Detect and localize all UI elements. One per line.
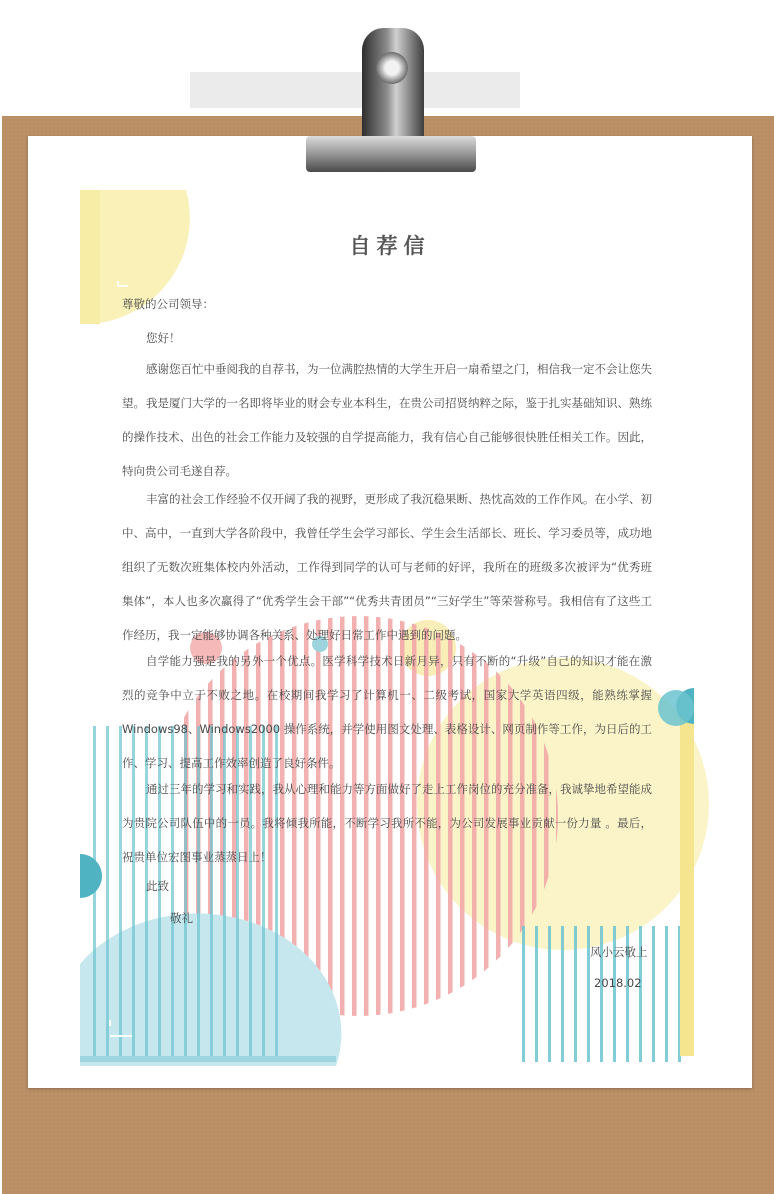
paragraph: 通过三年的学习和实践，我从心理和能力等方面做好了走上工作岗位的充分准备，我诚挚地希望能成为贵院公司队伍中的一员。我将倾我所能，不断学习我所不能，为公司发展事业贡献一份力量 。最后，祝贵单位宏图事业蒸蒸日上！: [122, 782, 652, 864]
signature: 风小云敬上: [590, 945, 648, 959]
closing: 此致: [146, 879, 169, 893]
letter-content: [28, 136, 752, 1088]
salute: 敬礼: [170, 911, 193, 925]
clip-base: [306, 136, 476, 172]
clip-shadow: [190, 72, 520, 108]
letter-paper: [28, 136, 752, 1088]
date: 2018.02: [594, 976, 642, 990]
paragraph: 我是厦门大学的一名即将毕业的财会专业本科生，在贵公司招贤纳粹之际，鉴于扎实基础知识、熟练的操作技术、出色的社会工作能力及较强的自学提高能力，我有信心自己能够很快胜任相关工作。因此，特向贵公司毛遂自荐。: [122, 396, 652, 478]
greeting: 您好！: [146, 331, 181, 345]
paragraph: 丰富的社会工作经验不仅开阔了我的视野，更形成了我沉稳果断、热忱高效的工作作风。在小学、初中、高中，一直到大学各阶段中，我曾任学生会学习部长、学生会生活部长、班长、学习委员等，成功地组织了无数次班集体校内外活动，工作得到同学的认可与老师的好评，我所在的班级多次被评为“优秀班集体”，本人也多次赢得了“优秀学生会干部”“优秀共青团员”“三好学生”等荣誉称号。我相信有了这些工作经历，我一定能够协调各种关系、处理好日常工作中遇到的问题。: [122, 492, 652, 642]
clip-hole: [376, 52, 408, 84]
paragraph: 感谢您百忙中垂阅我的自荐书，为一位满腔热情的大学生开启一扇希望之门，相信我一定不会让您失望。: [122, 362, 652, 410]
clip-body: [362, 28, 424, 148]
salutation: 尊敬的公司领导：: [122, 297, 214, 311]
paragraph: 自学能力强是我的另外一个优点。医学科学技术日新月异，只有不断的“升级”自己的知识才能在激烈的竞争中立于不败之地。在校期间我学习了计算机一、二级考试，国家大学英语四级，能熟练掌握 Windows98、Windows2000 操作系统，并学使用图文处理、表格设计、网页制作等工作，为日后的工作、学习、提高工作效率创造了良好条件。: [122, 654, 652, 770]
letter-title: 自荐信: [349, 234, 431, 258]
